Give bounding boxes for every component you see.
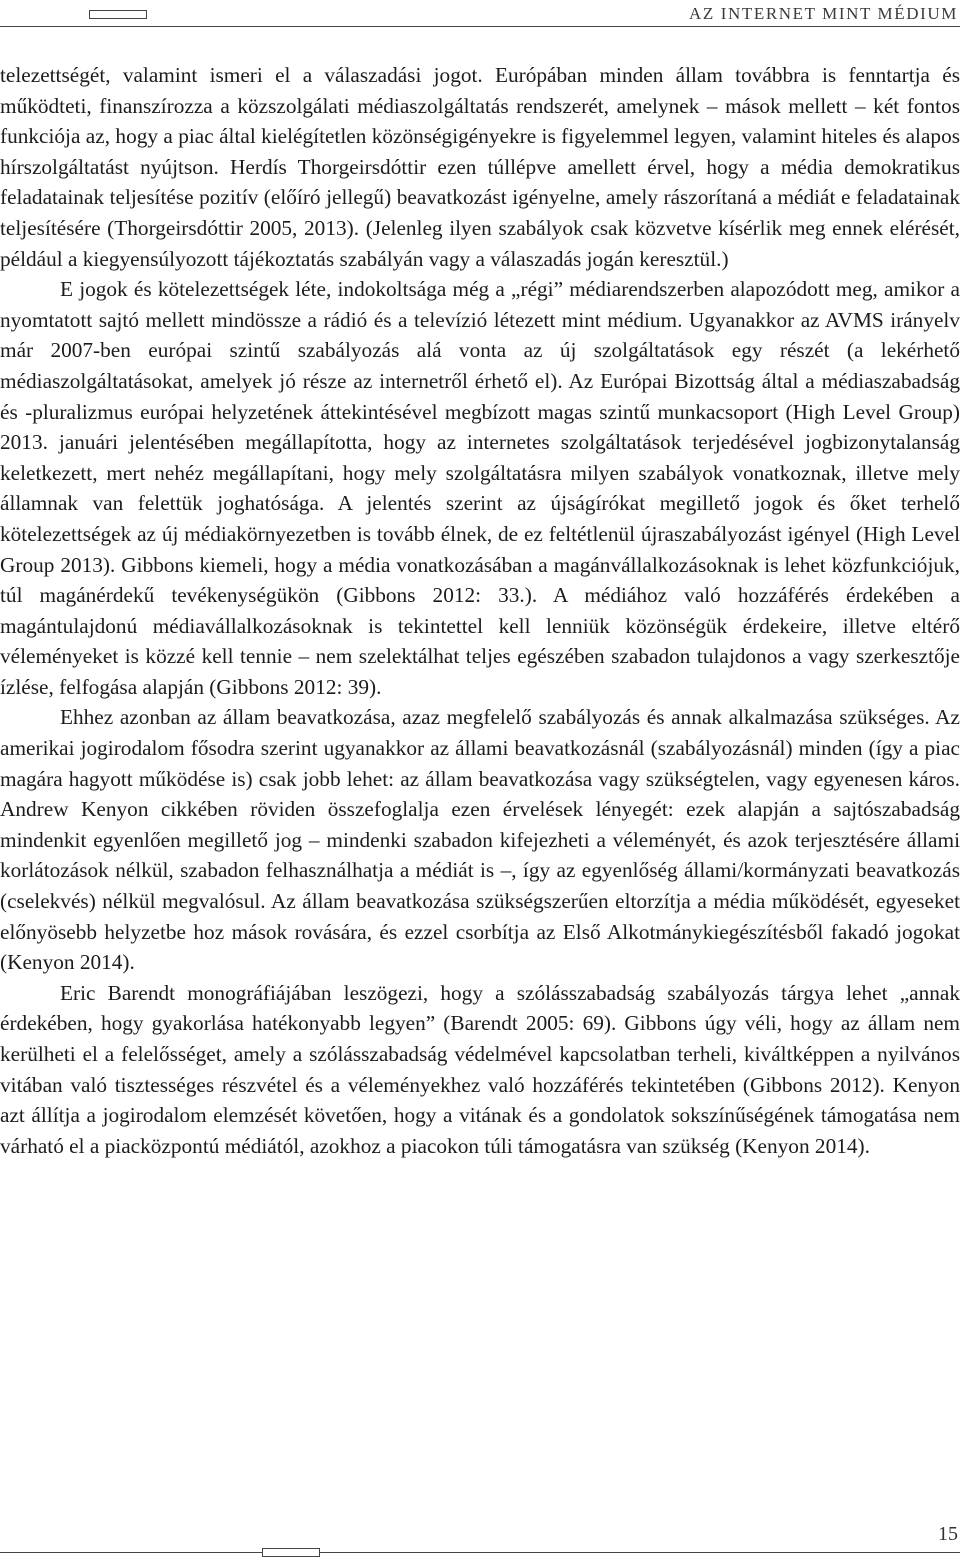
- page-number: 15: [938, 1523, 958, 1545]
- page-footer: [0, 1520, 960, 1560]
- header-rule: [0, 26, 960, 27]
- paragraph: E jogok és kötelezettségek léte, indokoltsága még a „régi” médiarendszerben alapozódott meg, amikor a nyomtatott sajtó mellett mindössze a rádió és a televízió létezett mint médium. Ugyanakkor az AVMS irányelv már 2007-ben európai szintű szabályozás alá vonta az új szolgáltatások egy részét (a lekérhető médiaszolgáltatásokat, amelyek jó része az internetről érhető el). Az Európai Bizottság által a médiaszabadság és -pluralizmus európai helyzetének áttekintésével megbízott magas szintű munkacsoport (High Level Group) 2013. januári jelentésében megállapította, hogy az internetes szolgáltatások terjedésével jogbizonytalanság keletkezett, mert nehéz megállapítani, hogy mely szolgáltatásra milyen szabályok vonatkoznak, illetve mely államnak van felettük joghatósága. A jelentés szerint az újságírókat megillető jogok és őket terhelő kötelezettségek az új médiakörnyezetben is tovább élnek, de ez feltétlenül újraszabályozást igényel (High Level Group 2013). Gibbons kiemeli, hogy a média vonatkozásában a magánvállalkozásoknak is lehet közfunkciójuk, túl magánérdekű tevékenységükön (Gibbons 2012: 33.). A médiához való hozzáférés érdekében a magántulajdonú médiavállalkozásoknak is tekintettel kell lenniük közönségük érdekeire, illetve eltérő véleményeket is közzé kell tennie – nem szelektálhat teljes egészében szabadon tulajdonos a vagy szerkesztője ízlése, felfogása alapján (Gibbons 2012: 39).: [0, 277, 960, 699]
- paragraph: telezettségét, valamint ismeri el a válaszadási jogot. Európában minden állam továbbra is fenntartja és működteti, finanszírozza a közszolgálati médiaszolgáltatás rendszerét, amelynek – mások mellett – két fontos funkciója az, hogy a piac által kielégítetlen közönségigényekre is figyelemmel legyen, valamint hiteles és alapos hírszolgáltatást nyújtson. Herdís Thorgeirsdóttir ezen túllépve amellett érvel, hogy a média demokratikus feladatainak teljesítése pozitív (előíró jellegű) beavatkozást igényelne, amely rászorítaná a médiát e feladatainak teljesítésére (Thorgeirsdóttir 2005, 2013). (Jelenleg ilyen szabályok csak közvetve kísérlik meg ennek elérését, például a kiegyensúlyozott tájékoztatás szabályán vagy a válaszadás jogán keresztül.): [0, 63, 960, 271]
- header-ornament-box: [89, 10, 147, 19]
- body-text: [0, 60, 960, 1161]
- page-header: [0, 0, 960, 40]
- paragraph: Ehhez azonban az állam beavatkozása, azaz megfelelő szabályozás és annak alkalmazása szükséges. Az amerikai jogirodalom fősodra szerint ugyanakkor az állami beavatkozásnál (szabályozásnál) minden (így a piac magára hagyott működése is) csak jobb lehet: az állam beavatkozása vagy szükségtelen, vagy egyenesen káros. Andrew Kenyon cikkében röviden összefoglalja ezen érvelések lényegét: ezek alapján a sajtószabadság mindenkit egyenlően megillető jog – mindenki szabadon kifejezheti a véleményét, és azok terjesztésére állami korlátozások nélkül, szabadon felhasználhatja a médiát is –, így az egyenlőség állami/kormányzati beavatkozás (cselekvés) nélkül megvalósul. Az állam beavatkozása szükségszerűen eltorzítja a média működését, egyeseket előnyösebb helyzetbe hoz mások rovására, és ezzel csorbítja az Első Alkotmánykiegészítésből fakadó jogokat (Kenyon 2014).: [0, 705, 960, 975]
- footer-ornament-box: [262, 1548, 320, 1557]
- paragraph: Eric Barendt monográfiájában leszögezi, hogy a szólásszabadság szabályozás tárgya lehet „annak érdekében, hogy gyakorlása hatékonyabb legyen” (Barendt 2005: 69). Gibbons úgy véli, hogy az állam nem kerülheti el a felelősséget, amely a szólásszabadság védelmével kapcsolatban terheli, kiváltképpen a nyilvános vitában való tisztességes részvétel és a véleményekhez való hozzáférés tekintetében (Gibbons 2012). Kenyon azt állítja a jogirodalom elemzését követően, hogy a vitának és a gondolatok sokszínűségének támogatása nem várható el a piacközpontú médiától, azokhoz a piacokon túli támogatásra van szükség (Kenyon 2014).: [0, 980, 960, 1158]
- running-title: AZ INTERNET MINT MÉDIUM: [683, 4, 958, 24]
- footer-rule: [0, 1552, 960, 1553]
